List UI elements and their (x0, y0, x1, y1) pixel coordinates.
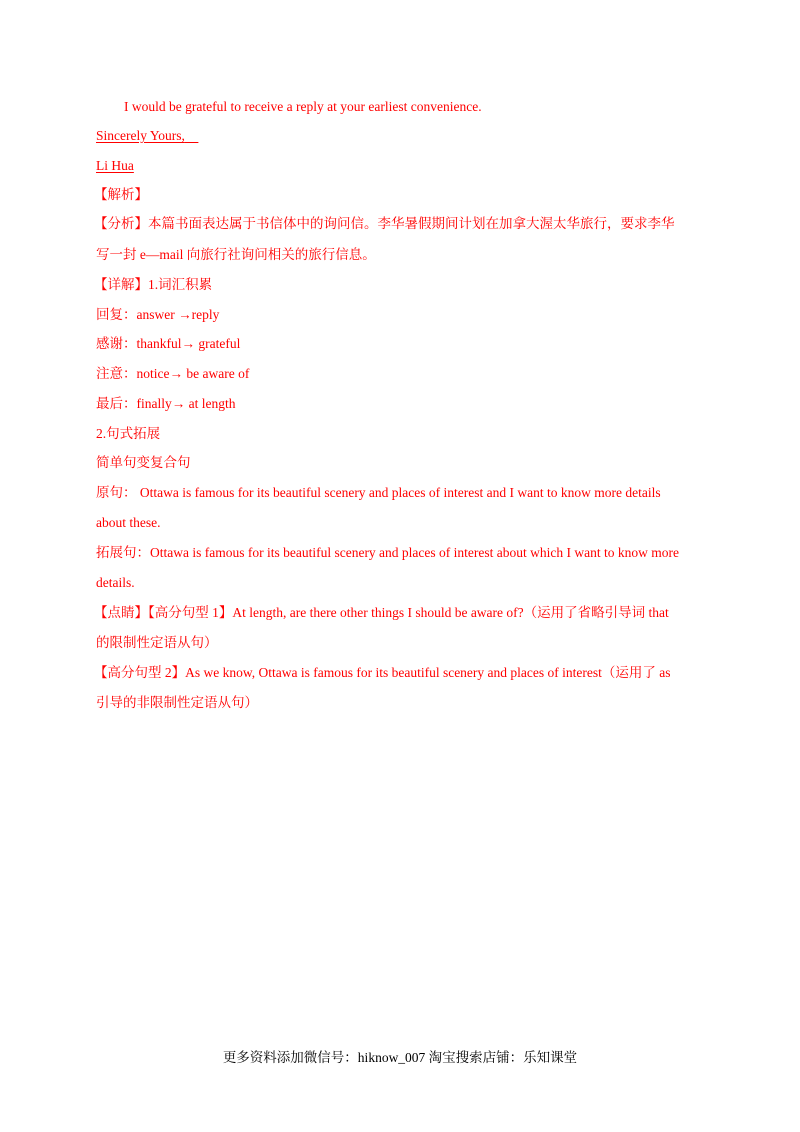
vocab-item: 回复：answer →reply (96, 307, 220, 322)
vocab-item: 感谢：thankful→ grateful (96, 336, 241, 351)
extended-sentence-line2: details. (96, 575, 135, 590)
sign-off-text: Sincerely Yours, (96, 128, 185, 143)
highlight2-line1: 【高分句型 2】As we know, Ottawa is famous for its beautiful scenery and places of interest（运用了 as (94, 665, 671, 680)
vocab-item: 注意：notice→ be aware of (96, 366, 250, 381)
letter-closing-sentence: I would be grateful to receive a reply at your earliest convenience. (124, 99, 482, 114)
letter-sign-off (96, 127, 198, 145)
page-footer: 更多资料添加微信号：hiknow_007 淘宝搜索店铺：乐知课堂 (222, 1050, 578, 1065)
vocab-item: 最后：finally→ at length (96, 396, 236, 411)
analysis-fenxi-line2: 写一封 e—mail 向旅行社询问相关的旅行信息。 (96, 247, 376, 262)
highlight1-line1: 【点睛】【高分句型 1】At length, are there other things I should be aware of?（运用了省略引导词 that (94, 605, 669, 620)
original-sentence-line1: 原句： Ottawa is famous for its beautiful scenery and places of interest and I want to know more details (96, 485, 661, 500)
sentence-subheading: 简单句变复合句 (96, 455, 191, 470)
analysis-fenxi-line1: 【分析】本篇书面表达属于书信体中的询问信。李华暑假期间计划在加拿大渥太华旅行，要求李华 (94, 216, 675, 231)
letter-signature: Li Hua (96, 158, 134, 173)
sentence-heading: 2.句式拓展 (96, 426, 161, 441)
extended-sentence-line1: 拓展句：Ottawa is famous for its beautiful scenery and places of interest about which I want to know more (96, 545, 679, 560)
highlight1-line2: 的限制性定语从句） (96, 635, 218, 650)
highlight2-line2: 引导的非限制性定语从句） (96, 695, 258, 710)
original-sentence-line2: about these. (96, 515, 161, 530)
analysis-xiangjie: 【详解】1.词汇积累 (94, 277, 213, 292)
analysis-heading: 【解析】 (94, 187, 148, 202)
